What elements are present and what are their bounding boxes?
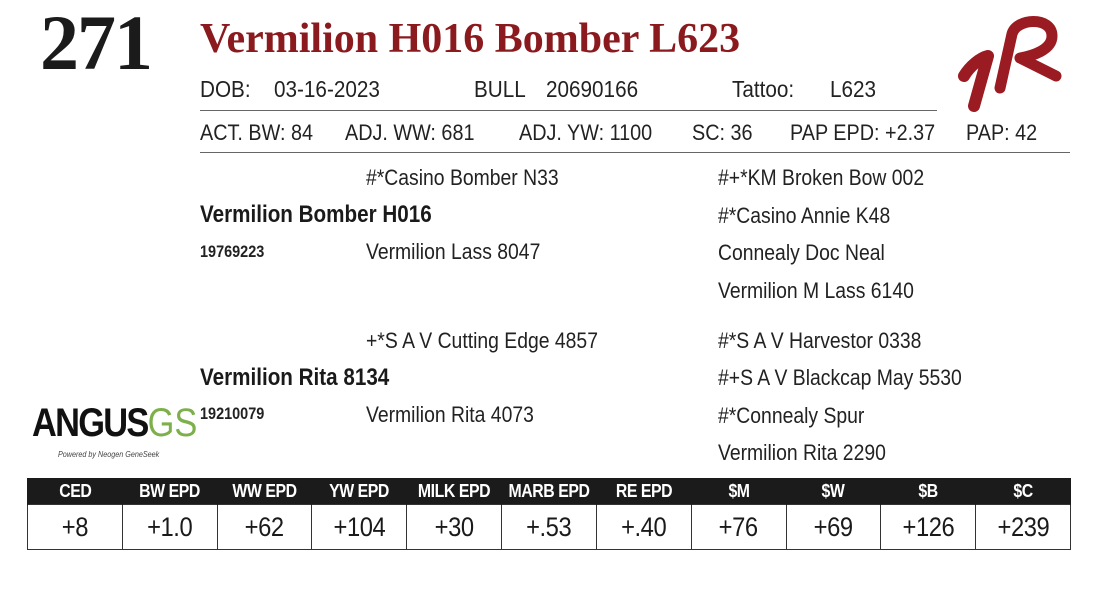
dam-sire: +*S A V Cutting Edge 4857 bbox=[366, 328, 598, 353]
tattoo-label: Tattoo: bbox=[732, 76, 795, 102]
sex-label: BULL bbox=[474, 76, 526, 102]
dob-value: 03-16-2023 bbox=[274, 76, 380, 102]
epd-value-bw: +1.0 bbox=[122, 505, 217, 550]
scrotal-circumference: SC: 36 bbox=[692, 120, 753, 145]
sire-name: Vermilion Bomber H016 bbox=[200, 201, 432, 228]
registration-number: 20690166 bbox=[546, 76, 639, 102]
angus-logo-tagline: Powered by Neogen GeneSeek bbox=[58, 450, 160, 459]
divider-top bbox=[200, 110, 937, 111]
epd-header-ced: CED bbox=[28, 478, 123, 505]
epd-header-ww: WW EPD bbox=[217, 478, 312, 505]
sire-sire: #*Casino Bomber N33 bbox=[366, 165, 559, 190]
epd-header-marb: MARB EPD bbox=[502, 478, 597, 505]
pap-epd: PAP EPD: +2.37 bbox=[790, 120, 936, 145]
adjusted-weaning-weight: ADJ. WW: 681 bbox=[345, 120, 475, 145]
angus-logo-gs: GS bbox=[147, 401, 198, 445]
epd-value-b: +126 bbox=[881, 505, 976, 550]
tattoo-value: L623 bbox=[830, 76, 877, 102]
divider-stats bbox=[200, 152, 1070, 153]
sire-registration: 19769223 bbox=[200, 242, 265, 261]
epd-value-re: +.40 bbox=[596, 505, 691, 550]
epd-value-w: +69 bbox=[786, 505, 881, 550]
lot-number: 271 bbox=[40, 0, 151, 86]
epd-value-ced: +8 bbox=[28, 505, 123, 550]
epd-header-c: $C bbox=[976, 478, 1071, 505]
angus-logo-word: ANGUS bbox=[32, 401, 148, 445]
epd-header-yw: YW EPD bbox=[312, 478, 407, 505]
sire-grand-2: #*Casino Annie K48 bbox=[718, 203, 891, 228]
epd-value-marb: +.53 bbox=[502, 505, 597, 550]
epd-header-bw: BW EPD bbox=[122, 478, 217, 505]
epd-header-row bbox=[28, 478, 1071, 505]
dam-grand-1: #*S A V Harvestor 0338 bbox=[718, 328, 922, 353]
epd-value-yw: +104 bbox=[312, 505, 407, 550]
sire-grand-4: Vermilion M Lass 6140 bbox=[718, 278, 914, 303]
dam-name: Vermilion Rita 8134 bbox=[200, 364, 390, 391]
epd-value-milk: +30 bbox=[407, 505, 502, 550]
animal-name: Vermilion H016 Bomber L623 bbox=[200, 16, 741, 62]
dam-dam: Vermilion Rita 4073 bbox=[366, 402, 534, 427]
pap-score: PAP: 42 bbox=[966, 120, 1038, 145]
dob-label: DOB: bbox=[200, 76, 251, 102]
epd-value-m: +76 bbox=[691, 505, 786, 550]
sire-grand-3: Connealy Doc Neal bbox=[718, 240, 885, 265]
epd-value-ww: +62 bbox=[217, 505, 312, 550]
epd-value-row bbox=[28, 505, 1071, 550]
epd-header-milk: MILK EPD bbox=[407, 478, 502, 505]
sire-dam: Vermilion Lass 8047 bbox=[366, 239, 541, 264]
epd-header-m: $M bbox=[691, 478, 786, 505]
sire-grand-1: #+*KM Broken Bow 002 bbox=[718, 165, 925, 190]
epd-value-c: +239 bbox=[976, 505, 1071, 550]
epd-header-re: RE EPD bbox=[596, 478, 691, 505]
epd-header-b: $B bbox=[881, 478, 976, 505]
adjusted-yearling-weight: ADJ. YW: 1100 bbox=[519, 120, 653, 145]
epd-header-w: $W bbox=[786, 478, 881, 505]
angus-gs-logo bbox=[32, 401, 198, 465]
dam-registration: 19210079 bbox=[200, 404, 265, 423]
actual-birth-weight: ACT. BW: 84 bbox=[200, 120, 313, 145]
dam-grand-2: #+S A V Blackcap May 5530 bbox=[718, 365, 962, 390]
dam-grand-3: #*Connealy Spur bbox=[718, 403, 865, 428]
epd-table bbox=[27, 478, 1071, 550]
ranch-brand-logo bbox=[956, 6, 1068, 118]
dam-grand-4: Vermilion Rita 2290 bbox=[718, 440, 886, 465]
